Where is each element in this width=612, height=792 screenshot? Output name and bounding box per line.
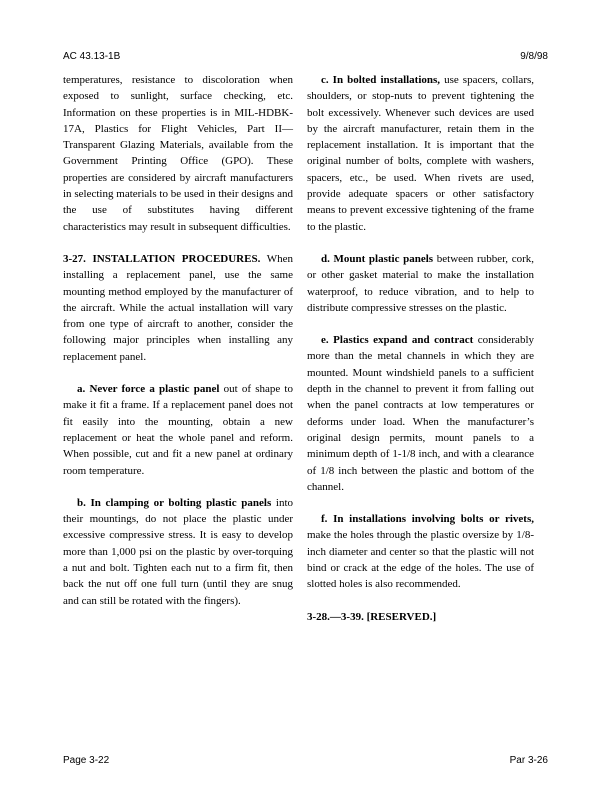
item-a-label: a. Never force a plastic panel xyxy=(77,383,220,396)
item-e-label: e. Plastics expand and contract xyxy=(321,334,474,347)
paragraph-reference: Par 3-26 xyxy=(509,755,548,766)
document-date: 9/8/98 xyxy=(520,51,548,62)
item-f xyxy=(307,511,534,592)
page-number: Page 3-22 xyxy=(63,755,110,766)
item-c-text: use spacers, collars, shoulders, or stop-nuts to prevent tightening the bolt excessively. Whenever such devices are used by the aircraft manufacturer, retain them in the replacement installation. It is important that the original number of bolts, complete with washers, spacers, etc., be used. When rivets are used, provide adequate spacers or other satisfactory means to prevent excessive tightening of the frame to the plastic. xyxy=(307,74,535,233)
item-a-text: out of shape to make it fit a frame. If a replacement panel does not fit easily into the mounting, obtain a new replacement or heat the whole panel and reform. When possible, cut and fit a new panel at ordinary room temperature. xyxy=(63,383,293,477)
page-footer xyxy=(63,755,548,769)
item-c xyxy=(307,72,534,235)
item-f-label: f. In installations involving bolts or rivets, xyxy=(321,513,534,526)
item-d-label: d. Mount plastic panels xyxy=(321,252,434,265)
document-id: AC 43.13-1B xyxy=(63,51,121,62)
item-f-text: make the holes through the plastic oversize by 1/8-inch diameter and center so that the plastic will not bind or crack at the edge of the holes. The use of slotted holes is also recommended. xyxy=(307,529,534,591)
item-e-text: considerably more than the metal channels in which they are mounted. Mount windshield panels to a sufficient depth in the channel to prevent it from falling out when the panel contracts at low temperatures or deforms under load. When the manufacturer’s original design permits, mount panels to a minimum depth of 1-1/8 inch, and with a clearance of 1/8 inch between the plastic and bottom of the channel. xyxy=(307,334,534,493)
page-header xyxy=(63,51,548,65)
continued-paragraph: temperatures, resistance to discoloration when exposed to sunlight, surface checking, etc. Information on these properties is in MIL-HDBK-17A, Plastics for Flight Vehicles, Part II—Transparent Glazing Materials, available from the Government Printing Office (GPO). These properties are considered by aircraft manufacturers in selecting materials to be used in their designs and the use of substitutes having different characteristics may result in subsequent difficulties. xyxy=(63,74,293,233)
item-c-label: c. In bolted installations, xyxy=(321,74,441,86)
item-b-label: b. In clamping or bolting plastic panels xyxy=(77,496,272,509)
item-a xyxy=(63,381,293,479)
left-column xyxy=(63,72,293,625)
item-b xyxy=(63,495,293,609)
item-d-text: between rubber, cork, or other gasket material to make the installation waterproof, to reduce vibration, and to help to distribute compressive stresses on the plastic. xyxy=(307,252,534,314)
right-column xyxy=(307,72,534,641)
section-3-27-heading: 3-27. INSTALLATION PROCEDURES. xyxy=(63,252,261,265)
reserved-sections: 3-28.—3-39. [RESERVED.] xyxy=(307,610,437,623)
section-3-27 xyxy=(63,251,293,365)
item-d xyxy=(307,251,534,316)
item-e xyxy=(307,332,534,495)
section-3-27-text: When installing a replacement panel, use the same mounting method employed by the manufacturer of the aircraft. While the actual installation will vary from one type of aircraft to another, consider the following major principles when installing any replacement panel. xyxy=(63,252,293,363)
item-b-text: into their mountings, do not place the plastic under excessive compressive stress. It is easy to develop more than 1,000 psi on the plastic by over-torquing a nut and bolt. Tighten each nut to a firm fit, then back the nut off one full turn (until they are snug and can still be rotated with the fingers). xyxy=(63,496,294,607)
